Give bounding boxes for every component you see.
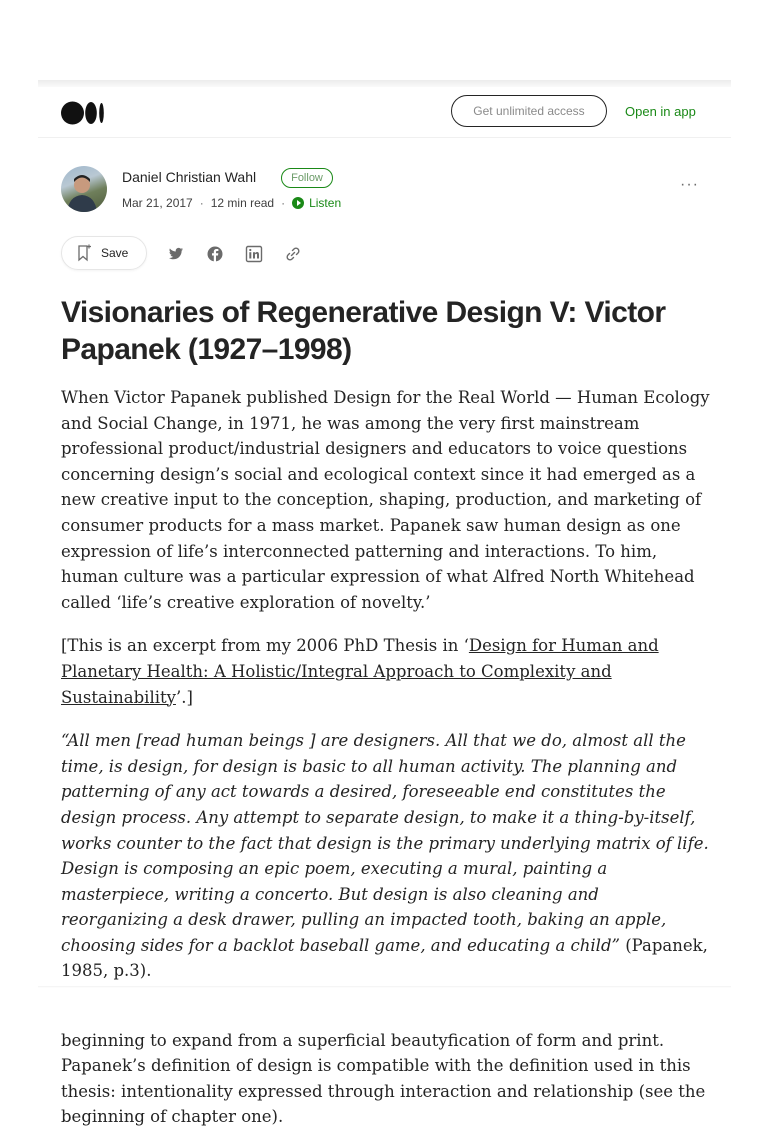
link-icon[interactable] bbox=[284, 245, 302, 263]
quote-text: “All men [read human beings ] are designers. All that we do, almost all the time, is design, for design is basic to all human activity. The planning and patterning of any act towards a desired, foreseeable end constitutes the design process. Any attempt to separate design, to make it a thing-by-itself, works counter to the fact that design is the primary underlying matrix of life. Design is composing an epic poem, executing a mural, painting a masterpiece, writing a concerto. But design is also cleaning and reorganizing a desk drawer, pulling an impacted tooth, baking an apple, choosing sides for a backlot baseball game, and educating a child” bbox=[61, 731, 709, 955]
article-body bbox=[61, 385, 711, 1148]
bottom-mask bbox=[38, 985, 731, 1024]
linkedin-icon[interactable] bbox=[245, 245, 263, 263]
meta-separator: · bbox=[281, 196, 286, 210]
paragraph: When Victor Papanek published Design for the Real World — Human Ecology and Social Change, in 1971, he was among the very first mainstream professional product/industrial designers and educators to voice questions concerning design’s social and ecological context since it had emerged as a new creative input to the conception, shaping, production, and marketing of consumer products for a mass market. Papanek saw human design as one expression of life’s interconnected patterning and interactions. To him, human culture was a particular expression of what Alfred North Whitehead called ‘life’s creative exploration of novelty.’ bbox=[61, 388, 710, 612]
thesis-link[interactable]: Design for Human and Planetary Health: A Holistic/Integral Approach to Complexity and Sustainability bbox=[61, 636, 659, 707]
facebook-icon[interactable] bbox=[206, 245, 224, 263]
listen-play-icon bbox=[292, 197, 304, 209]
open-in-app-link[interactable]: Open in app bbox=[625, 104, 696, 119]
author-name[interactable]: Daniel Christian Wahl bbox=[122, 169, 257, 185]
bottom-divider bbox=[38, 986, 731, 988]
meta-separator: · bbox=[199, 196, 204, 210]
paragraph-text: ’.] bbox=[175, 687, 193, 707]
article-title: Visionaries of Regenerative Design V: Victor Papanek (1927–1998) bbox=[61, 296, 666, 366]
publish-date: Mar 21, 2017 bbox=[122, 196, 193, 210]
read-time: 12 min read bbox=[210, 196, 275, 210]
quote-citation: (Papanek, 1985, p.3). bbox=[61, 935, 708, 981]
quote-paragraph bbox=[61, 728, 711, 984]
paragraph: beginning to expand from a superficial beautyfication of form and print. Papanek’s definition of design is compatible with the definition used in this thesis: intentionality expressed through interaction and relationship (see the beginning of chapter one). bbox=[61, 1030, 706, 1127]
post-meta bbox=[122, 196, 341, 210]
save-label: Save bbox=[101, 246, 129, 260]
follow-button[interactable]: Follow bbox=[281, 168, 333, 188]
top-divider bbox=[38, 80, 731, 87]
more-options-icon[interactable]: ··· bbox=[680, 176, 699, 193]
paragraph-text: [This is an excerpt from my 2006 PhD Thesis in ‘ bbox=[61, 636, 469, 656]
get-unlimited-access-button[interactable]: Get unlimited access bbox=[451, 95, 607, 127]
paragraph bbox=[61, 633, 711, 710]
listen-button[interactable] bbox=[292, 196, 341, 210]
top-navbar bbox=[38, 87, 731, 138]
bookmark-icon bbox=[76, 244, 92, 262]
author-avatar[interactable] bbox=[61, 166, 107, 212]
listen-label: Listen bbox=[309, 196, 342, 210]
medium-logo[interactable] bbox=[61, 101, 105, 125]
twitter-icon[interactable] bbox=[167, 245, 185, 263]
save-button[interactable] bbox=[61, 236, 147, 270]
